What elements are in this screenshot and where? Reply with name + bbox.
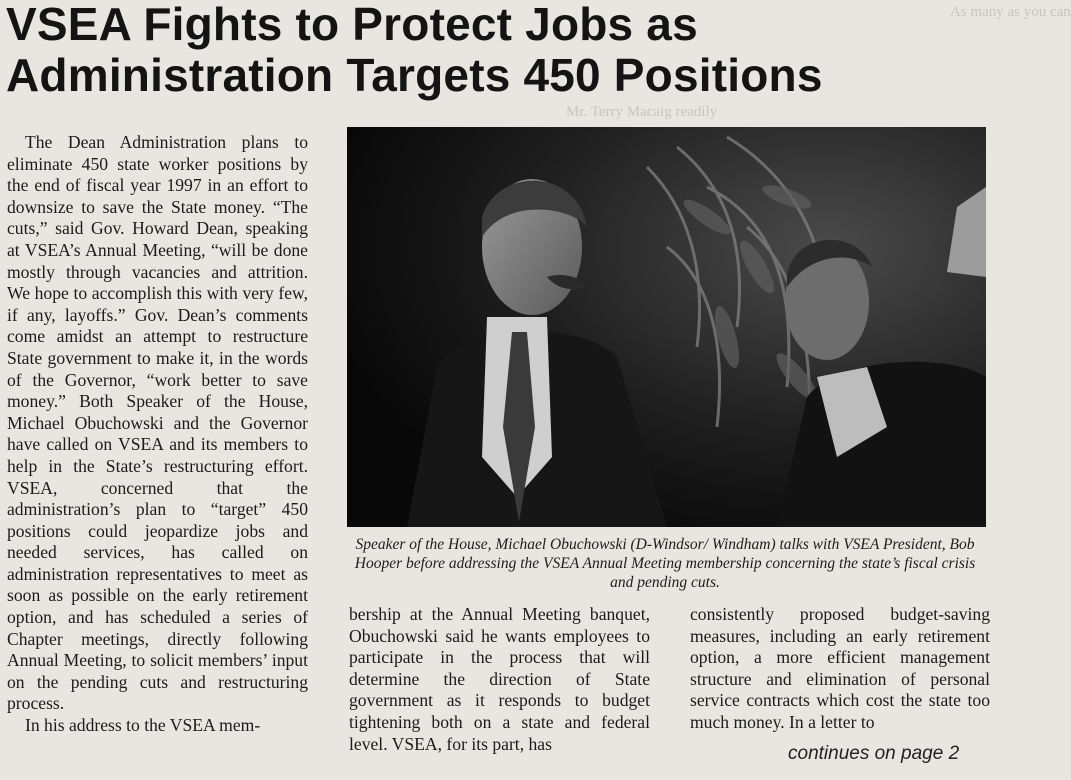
article-column-1	[7, 132, 308, 737]
article-paragraph: bership at the Annual Meeting banquet, Obuchowski said he wants employees to participate in the process that will determine the direction of State government as it responds to budget tightening both on a state and federal level. VSEA, for its part, has	[349, 604, 650, 754]
article-column-2	[349, 604, 650, 755]
article-paragraph: consistently proposed budget-saving measures, including an early retirement option, a more efficient management structure and elimination of personal service contracts which cost the state too much money. In a letter to	[690, 604, 990, 732]
headline	[6, 0, 986, 102]
continues-on-page: continues on page 2	[788, 743, 960, 764]
headline-line-2: Administration Targets 450 Positions	[6, 49, 823, 101]
article-paragraph: In his address to the VSEA mem-	[25, 715, 261, 736]
photo-illustration	[347, 127, 986, 527]
article-column-3	[690, 604, 990, 734]
bleed-through-line: As many as you can	[950, 4, 1071, 20]
headline-line-1: VSEA Fights to Protect Jobs as	[6, 0, 698, 50]
article-paragraph: The Dean Administration plans to eliminate 450 state worker positions by the end of fiscal year 1997 in an effort to downsize to save the State money. “The cuts,” said Gov. Howard Dean, speaking at VSEA’s Annual Meeting, “will be done mostly through vacancies and attrition. We hope to accomplish this with very few, if any, layoffs.” Gov. Dean’s comments come amidst an attempt to restructure State government to make it, in the words of the Governor, “work better to save money.” Both Speaker of the House, Michael Obuchowski and the Governor have called on VSEA and its members to help in the State’s restructuring effort. VSEA, concerned that the administration’s plan to “target” 450 positions could jeopardize jobs and needed services, has called on administration representatives to meet as soon as possible on the early retirement option, and has scheduled a series of Chapter meetings, directly following Annual Meeting, to solicit members’ input on the pending cuts and restructuring process.	[7, 132, 308, 714]
news-photo	[347, 127, 986, 527]
photo-caption: Speaker of the House, Michael Obuchowski (D-Windsor/ Windham) talks with VSEA President, Bob Hooper before addressing the VSEA Annual Meeting membership concerning the state’s fiscal crisis and pending cuts.	[354, 536, 976, 591]
bleed-through-line: Mr. Terry Macaig readily	[566, 104, 718, 120]
